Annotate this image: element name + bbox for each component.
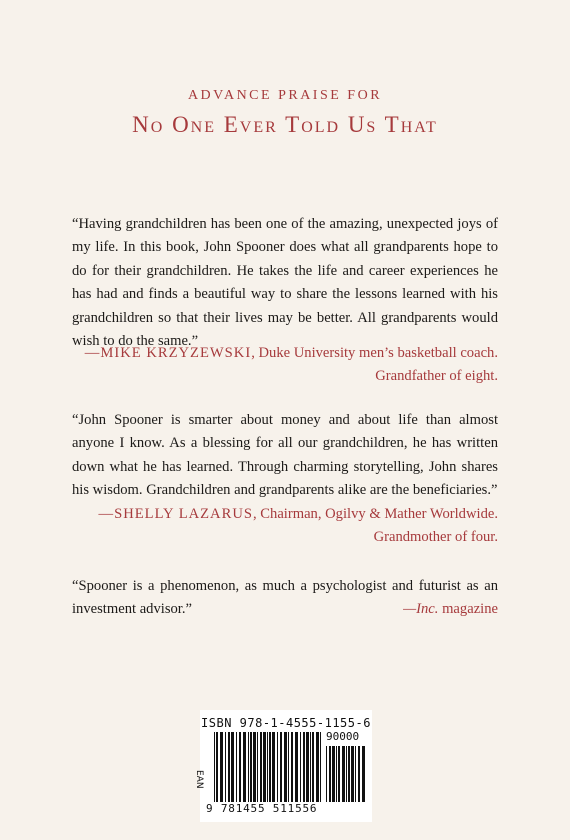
barcode-bar bbox=[291, 732, 293, 802]
quote-lazarus: “John Spooner is smarter about money and about life than almost anyone I know. As a blessing for all our grandchildren, he has written down what he has learned. Through charming storytelling, John shares his wisdom. Grandchildren and grandparents alike are the beneficiaries.” bbox=[72, 412, 498, 499]
quote-inc: “Spooner is a phenomenon, as much a psychologist and futurist as an investment advisor.” bbox=[72, 578, 498, 618]
barcode-bar bbox=[267, 732, 268, 802]
attribution-source: —Inc. bbox=[403, 601, 439, 617]
attribution-name: —MIKE KRZYZEWSKI bbox=[84, 345, 252, 361]
barcode-bar bbox=[288, 732, 289, 802]
barcode-bar bbox=[303, 732, 305, 802]
barcode-bar bbox=[214, 732, 215, 802]
barcode-bar bbox=[272, 732, 275, 802]
barcode-bar bbox=[263, 732, 266, 802]
barcode-bar bbox=[239, 732, 241, 802]
barcode-bar bbox=[225, 732, 226, 802]
barcode-bar bbox=[316, 732, 319, 802]
barcode-bar bbox=[216, 732, 218, 802]
barcode-bar bbox=[338, 746, 340, 802]
barcode-bar bbox=[253, 732, 256, 802]
ean-label: EAN bbox=[194, 770, 204, 789]
barcode-bar bbox=[243, 732, 246, 802]
barcode-bar bbox=[260, 732, 262, 802]
barcode-digits: 9 781455 511556 bbox=[206, 802, 318, 815]
barcode-bar bbox=[358, 746, 360, 802]
barcode-bar bbox=[332, 746, 335, 802]
barcode-bar bbox=[284, 732, 287, 802]
advance-praise-label: ADVANCE PRAISE FOR bbox=[187, 88, 383, 103]
barcode-bar bbox=[300, 732, 301, 802]
attribution-role-line2: Grandfather of eight. bbox=[375, 368, 498, 385]
barcode-bar bbox=[257, 732, 258, 802]
attribution-inc bbox=[403, 598, 498, 621]
barcode-bar bbox=[277, 732, 278, 802]
barcode-bar bbox=[329, 746, 331, 802]
barcode-bar bbox=[280, 732, 282, 802]
book-title: No One Ever Told Us That bbox=[132, 112, 438, 137]
attribution-source-suffix: magazine bbox=[438, 601, 498, 617]
barcode-bar bbox=[310, 732, 311, 802]
barcode-bar bbox=[250, 732, 252, 802]
barcode-bar bbox=[306, 732, 309, 802]
barcode-bars bbox=[214, 732, 324, 802]
barcode-bar bbox=[336, 746, 337, 802]
isbn-number: ISBN 978-1-4555-1155-6 bbox=[201, 716, 371, 730]
attribution-lazarus bbox=[99, 503, 498, 550]
price-barcode-bars bbox=[326, 746, 366, 802]
barcode-bar bbox=[295, 732, 298, 802]
attribution-role-line2: Grandmother of four. bbox=[373, 529, 498, 546]
barcode-bar bbox=[342, 746, 345, 802]
barcode-bar bbox=[248, 732, 249, 802]
barcode-bar bbox=[362, 746, 365, 802]
barcode-bar bbox=[326, 746, 327, 802]
barcode-bar bbox=[346, 746, 347, 802]
barcode-bar bbox=[348, 746, 350, 802]
barcode-bar bbox=[231, 732, 234, 802]
barcode-bar bbox=[220, 732, 223, 802]
barcode-bar bbox=[312, 732, 314, 802]
attribution-name: —SHELLY LAZARUS bbox=[98, 506, 253, 522]
barcode-bar bbox=[228, 732, 230, 802]
barcode-bar bbox=[269, 732, 271, 802]
barcode-bar bbox=[351, 746, 354, 802]
barcode-bar bbox=[320, 732, 321, 802]
attribution-krzyzewski bbox=[85, 342, 498, 389]
quote-krzyzewski: “Having grandchildren has been one of the amazing, unexpected joys of my life. In this book, John Spooner does what all grandparents hope to do for their grandchildren. He takes the life and career experiences he has had and finds a beautiful way to share the lessons learned with his grandchildren so that their lives may be better. All grandparents would wish to do the same.” bbox=[72, 216, 498, 350]
attribution-role: , Chairman, Ogilvy & Mather Worldwide. bbox=[253, 506, 498, 522]
barcode-bar bbox=[355, 746, 356, 802]
price-code: 90000 bbox=[326, 730, 360, 743]
isbn-barcode bbox=[194, 710, 372, 822]
attribution-role: , Duke University men’s basketball coach. bbox=[251, 345, 498, 361]
barcode-bar bbox=[236, 732, 237, 802]
